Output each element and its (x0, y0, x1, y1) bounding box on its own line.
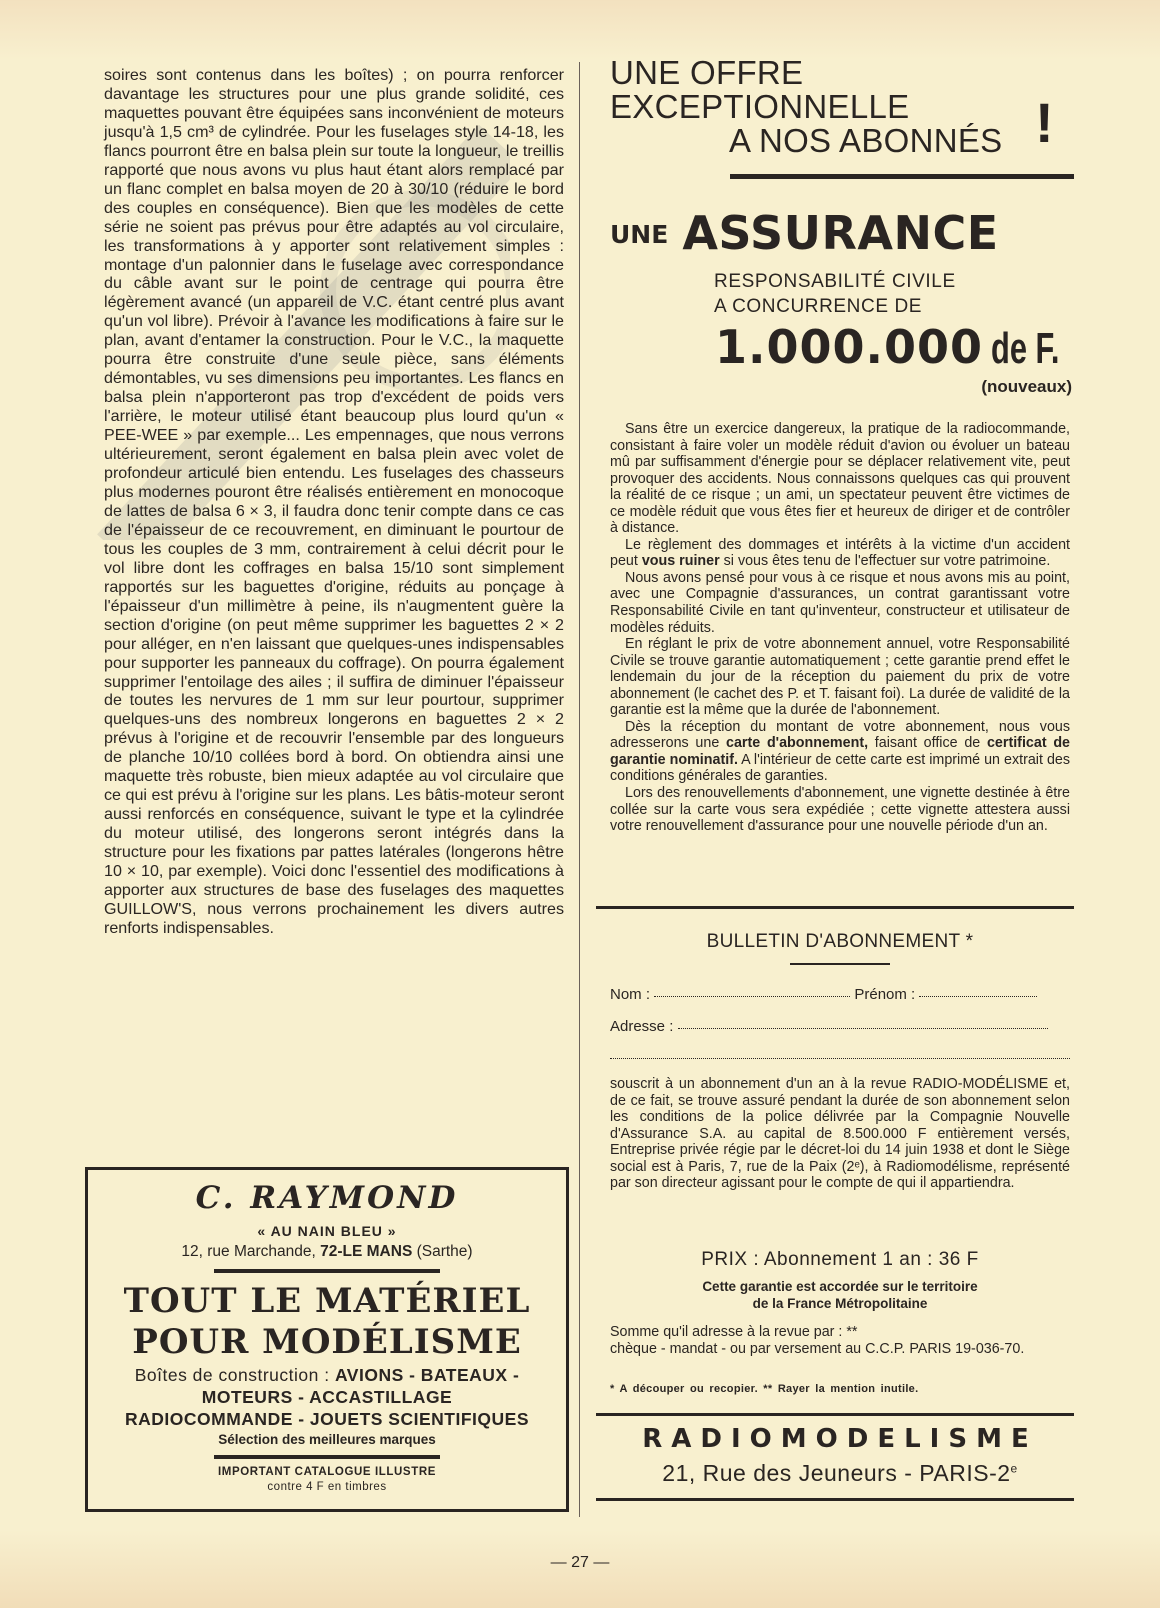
offer-paragraph: Sans être un exercice dangereux, la pratique de la radiocommande, consistant à faire voler un modèle réduit d'avion ou évoluer un bateau mû par suffisamment d'énergie pour se déplacer relativement vite, peut provoquer des accidents. Nous connaissons quelques cas qui prouvent la réalité de ce risque ; un ami, un spectateur peuvent être victimes de ce modèle réduit que vous êtes fier et heureux de diriger et de contrôler à distance. (610, 421, 1070, 537)
offer-column (610, 54, 1072, 1486)
form-top-rule (596, 906, 1074, 909)
coverage-amount (715, 320, 1089, 374)
payment-line-1: Somme qu'il adresse à la revue par : ** (610, 1324, 858, 1340)
advert-address (88, 1243, 566, 1261)
offer-paragraph (610, 719, 1070, 785)
publisher-address (610, 1460, 1070, 1487)
p5-bold-cert: certificat de garantie nominatif. (610, 735, 1071, 768)
offer-paragraph: Lors des renouvellements d'abonnement, une vignette destinée à être collée sur la carte vous sera expédiée ; cette vignette attestera aussi votre renouvellement d'assurance pour une nouvelle période d'un an. (610, 785, 1070, 835)
territory-line-2: de la France Métropolitaine (752, 1296, 928, 1311)
advert-address-region: (Sarthe) (412, 1243, 473, 1260)
publisher-top-rule (596, 1413, 1074, 1416)
offer-title-line-2: EXCEPTIONNELLE (610, 88, 910, 125)
article-paragraph: soires sont contenus dans les boîtes) ; on pourra renforcer davantage les structures pour une plus grande solidité, ces maquettes pouvant être équipées sans inconvénient de moteurs jusqu'à 1,5 cm³ de cylindrée. Pour les fuselages style 14-18, les flancs pourront être en balsa plein sur toute la longueur, le treillis rapporté que nous avons vu plus haut étant alors remplacé par un flanc complet en balsa moyen de 20 à 30/10 (réduire le bord des couples en conséquence). Bien que les modèles de cette série ne soient pas prévus pour être adaptés au vol circulaire, les transformations à y apporter sont relativement simples : montage d'un palonnier dans le fuselage avec correspondance du câble avant sur le point de centrage qui pourra être légèrement avancé (un appareil de V.C. étant centré plus avant qu'un vol libre). Prévoir à l'avance les modifications à faire sur le plan, avant d'entamer la construction. Pour le V.C., la maquette pourra être construite d'une seule pièce, sans éléments démontables, vu ses dimensions peu importantes. Les flancs en balsa plein n'apporteront pas trop d'excédent de poids vers l'arrière, le moteur utilisé étant beaucoup plus lourd qu'un « PEE-WEE » par exemple... Les empennages, que nous verrons ultérieurement, seront également en balsa plein avec volet de profondeur articulé bien entendu. Les fuselages des chasseurs plus modernes pouront être réalisés entièrement en monocoque de lattes de balsa 6 × 3, il faudra donc tenir compte dans ce cas de l'épaisseur de ce recouvrement, en diminuant le pourtour de tous les couples de 3 mm, contrairement à celui décrit pour le vol libre dont les coffrages en balsa 15/10 sont simplement rapportés sur les baguettes d'origine, réduits au ponçage à l'épaisseur d'un millimètre à peine, ils n'augmentent guère la section d'origine (on peut même supprimer les baguettes 2 × 2 pour alléger, en n'en laissant que quelques-unes indispensables pour supporter les panneaux du coffrage). On pourra également supprimer l'entoilage des ailes ; il suffira de diminuer l'épaisseur de toutes les nervures de 1 mm sur leur pourtour, supprimer quelques-uns des nombreux longerons en baguettes 2 × 2 prévus à l'origine et de recouvrir l'ensemble par des longueurs de planche 10/10 collées bord à bord. On obtiendra ainsi une maquette très robuste, bien mieux adaptée au vol circulaire que ce qui est prévu à l'origine sur les plans. Les bâtis-moteur seront aussi renforcés en conséquence, suivant le type et la cylindrée du moteur utilisé, des longerons seront intégrés dans la structure pour les fixations par pattes latérales (longerons hêtre 10 × 10, par exemple). Voici donc l'essentiel des modifications à apporter aux structures de base des fuselages des maquettes GUILLOW'S, nous verrons prochainement les divers autres renforts indispensables. (104, 66, 564, 937)
territory-note (610, 1278, 1070, 1312)
advert-catalog-line (88, 1365, 566, 1386)
offer-body (610, 421, 1070, 835)
payment-line-2: chèque - mandat - ou par versement au C.C.P. PARIS 19-036-70. (610, 1340, 1025, 1357)
advert-line-3: RADIOCOMMANDE - JOUETS SCIENTIFIQUES (125, 1409, 529, 1429)
p5-text-end: A l'intérieur de cette carte est imprimé un extrait des conditions générales de garanties. (610, 751, 1071, 785)
p2-text: Le règlement des dommages et intérêts à la victime d'un accident peut (610, 536, 1070, 570)
publisher-name: RADIOMODELISME (642, 1424, 1038, 1454)
p5-text-mid: faisant office de (868, 735, 987, 752)
advert-address-street: 12, rue Marchande, (181, 1243, 321, 1260)
p2-text-end: si vous êtes tenu de l'effectuer sur votre patrimoine. (719, 553, 1051, 570)
adresse-field-2[interactable] (610, 1057, 1070, 1059)
nouveaux-note: (nouveaux) (981, 377, 1072, 396)
territory-line-1: Cette garantie est accordée sur le territoire (702, 1279, 978, 1294)
payment-info (610, 1324, 1070, 1357)
bulletin-title-text: BULLETIN D'ABONNEMENT * (706, 931, 974, 952)
publisher-address-text: 21, Rue des Jeuneurs - PARIS-2 (662, 1460, 1011, 1486)
footnotes: * A découper ou recopier. ** Rayer la mention inutile. (610, 1383, 919, 1395)
address-row (610, 1018, 1048, 1035)
advert-headline-1: TOUT LE MATÉRIEL (123, 1281, 531, 1321)
advert-brand: C. RAYMOND (195, 1180, 459, 1216)
advert-catalog-items: AVIONS - BATEAUX - (334, 1365, 520, 1385)
advert-shop-name: « AU NAIN BLEU » (257, 1223, 397, 1239)
subscription-terms: souscrit à un abonnement d'un an à la revue RADIO-MODÉLISME et, de ce fait, se trouve assuré pendant la durée de son abonnement selon les conditions de la police délivrée par la Compagnie Nouvelle d'Assurance S.A. au capital de 8.500.000 F entièrement versés, Entreprise privée régie par le décret-loi du 14 juin 1938 et dont le Siège social est à Paris, 7, rue de la Paix (2ᵉ), à Radiomodélisme, représenté par son directeur agissant pour le compte de qui il appartiendra. (610, 1076, 1070, 1191)
amount-number: 1.000.000 (715, 320, 983, 374)
exclamation-mark: ! (1035, 91, 1054, 154)
p5-bold-card: carte d'abonnement, (726, 735, 869, 752)
assurance-word: ASSURANCE (682, 206, 999, 260)
advert-headline-2: POUR MODÉLISME (132, 1322, 522, 1362)
bulletin-underline (790, 963, 890, 965)
offer-title-line-3-text: A NOS ABONNÉS (729, 122, 1003, 159)
offer-paragraph: Nous avons pensé pour vous à ce risque et nous avons mis au point, avec une Compagnie d'assurances, un contrat garantissant votre Responsabilité Civile en tant qu'inventeur, constructeur et utilisateur de modèles réduits. (610, 569, 1070, 636)
adresse-field[interactable] (678, 1027, 1048, 1029)
column-divider (579, 62, 580, 1517)
advert-price-note: contre 4 F en timbres (267, 1481, 387, 1493)
offer-paragraph (610, 537, 1070, 570)
name-row (610, 986, 1037, 1003)
bulletin-title (610, 931, 1070, 965)
advert-catalog-intro: Boîtes de construction : (134, 1365, 335, 1385)
p2-bold: vous ruiner (641, 553, 720, 570)
advert-rule (214, 1269, 440, 1273)
advert-line-2: MOTEURS - ACCASTILLAGE (201, 1387, 453, 1407)
offer-title (610, 56, 1070, 158)
resp-line-1: RESPONSABILITÉ CIVILE (714, 271, 956, 292)
raymond-advert (85, 1167, 569, 1512)
price: PRIX : Abonnement 1 an : 36 F (701, 1249, 979, 1270)
prenom-label: Prénom : (854, 986, 916, 1003)
adresse-label: Adresse : (610, 1018, 674, 1035)
publisher-bottom-rule (596, 1498, 1074, 1501)
page-number: — 27 — (550, 1554, 610, 1571)
advert-catalogue: IMPORTANT CATALOGUE ILLUSTRE (217, 1466, 437, 1478)
responsabilite (714, 269, 956, 319)
advert-rule-2 (214, 1455, 440, 1459)
resp-line-2: A CONCURRENCE DE (714, 296, 923, 317)
article-left-column (104, 66, 564, 938)
offer-title-rule (730, 174, 1074, 179)
p5-text: Dès la réception du montant de votre abonnement, nous vous adresserons une (610, 718, 1070, 752)
assurance-heading (610, 206, 999, 260)
prenom-field[interactable] (919, 995, 1037, 997)
advert-address-city: 72-LE MANS (320, 1243, 413, 1260)
nom-label: Nom : (610, 986, 651, 1003)
offer-paragraph: En réglant le prix de votre abonnement annuel, votre Responsabilité Civile se trouve garantie automatiquement ; cette garantie prend effet le lendemain du jour de la réception du paiement du prix de votre abonnement (le cachet des P. et T. faisant foi). La durée de validité de la garantie est la même que la durée de l'abonnement. (610, 636, 1070, 719)
offer-title-line-1: UNE OFFRE (610, 54, 804, 91)
nom-field[interactable] (654, 995, 850, 997)
publisher-address-sup: e (1010, 1461, 1018, 1476)
amount-unit: de F. (991, 324, 1060, 373)
advert-selection: Sélection des meilleures marques (218, 1432, 436, 1447)
address-row-2 (610, 1048, 1070, 1065)
assurance-une: UNE (610, 220, 669, 249)
